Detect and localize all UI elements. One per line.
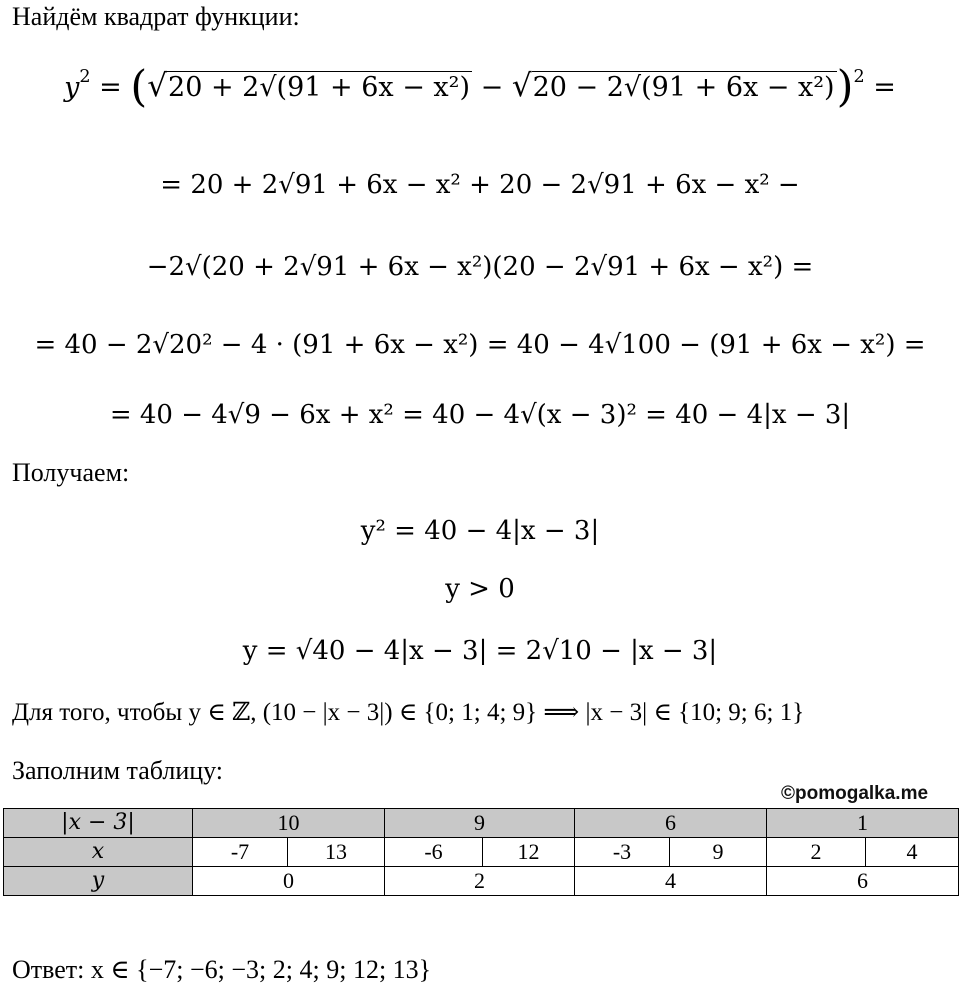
table-cell: 10 [193,809,385,838]
table-cell: 9 [385,809,575,838]
watermark: ©pomogalka.me [781,783,929,804]
equation-2: = 20 + 2√91 + 6x − x² + 20 − 2√91 + 6x − x² − [160,170,800,200]
table-header-abs: |x − 3| [4,809,193,838]
table-cell: 2 [385,867,575,896]
equation-3: −2√(20 + 2√91 + 6x − x²)(20 − 2√91 + 6x − x²) = [146,252,814,282]
table-cell: 6 [575,809,767,838]
table-header-y: y [4,867,193,896]
answer-text: Ответ: x ∈ {−7; −6; −3; 2; 4; 9; 12; 13} [12,955,432,984]
table-row-x [4,838,959,867]
get-text: Получаем: [12,458,130,487]
intro-text: Найдём квадрат функции: [12,2,300,31]
table-cell: 6 [767,867,959,896]
equation-1: $y^2 = (√20 + 2√(91 + 6x - x^2) - √20 - 2√(91 + 6x - x^2))^2$ = [64,62,896,112]
table-header-x: x [4,838,193,867]
equation-8: y = √40 − 4|x − 3| = 2√10 − |x − 3| [242,636,718,666]
table-cell: 0 [193,867,385,896]
table-cell: 2 [767,838,866,867]
equation-5: = 40 − 4√9 − 6x + x² = 40 − 4√(x − 3)² = 40 − 4|x − 3| [109,400,851,430]
table-cell: 4 [866,838,959,867]
table-cell: -6 [385,838,483,867]
table-row-y [4,867,959,896]
equation-7: y > 0 [445,574,515,604]
value-table [3,808,959,896]
equation-6: y² = 40 − 4|x − 3| [360,516,600,546]
table-cell: 9 [670,838,767,867]
table-cell: 12 [483,838,575,867]
table-row-abs [4,809,959,838]
table-cell: 1 [767,809,959,838]
table-cell: -7 [193,838,288,867]
equation-4: = 40 − 2√20² − 4 · (91 + 6x − x²) = 40 − 4√100 − (91 + 6x − x²) = [34,330,926,360]
table-cell: 13 [288,838,385,867]
table-cell: -3 [575,838,670,867]
fill-text: Заполним таблицу: [12,756,224,785]
condition-text: Для того, чтобы y ∈ ℤ, (10 − |x − 3|) ∈ {0; 1; 4; 9} ⟹ |x − 3| ∈ {10; 9; 6; 1} [12,699,805,726]
table-cell: 4 [575,867,767,896]
